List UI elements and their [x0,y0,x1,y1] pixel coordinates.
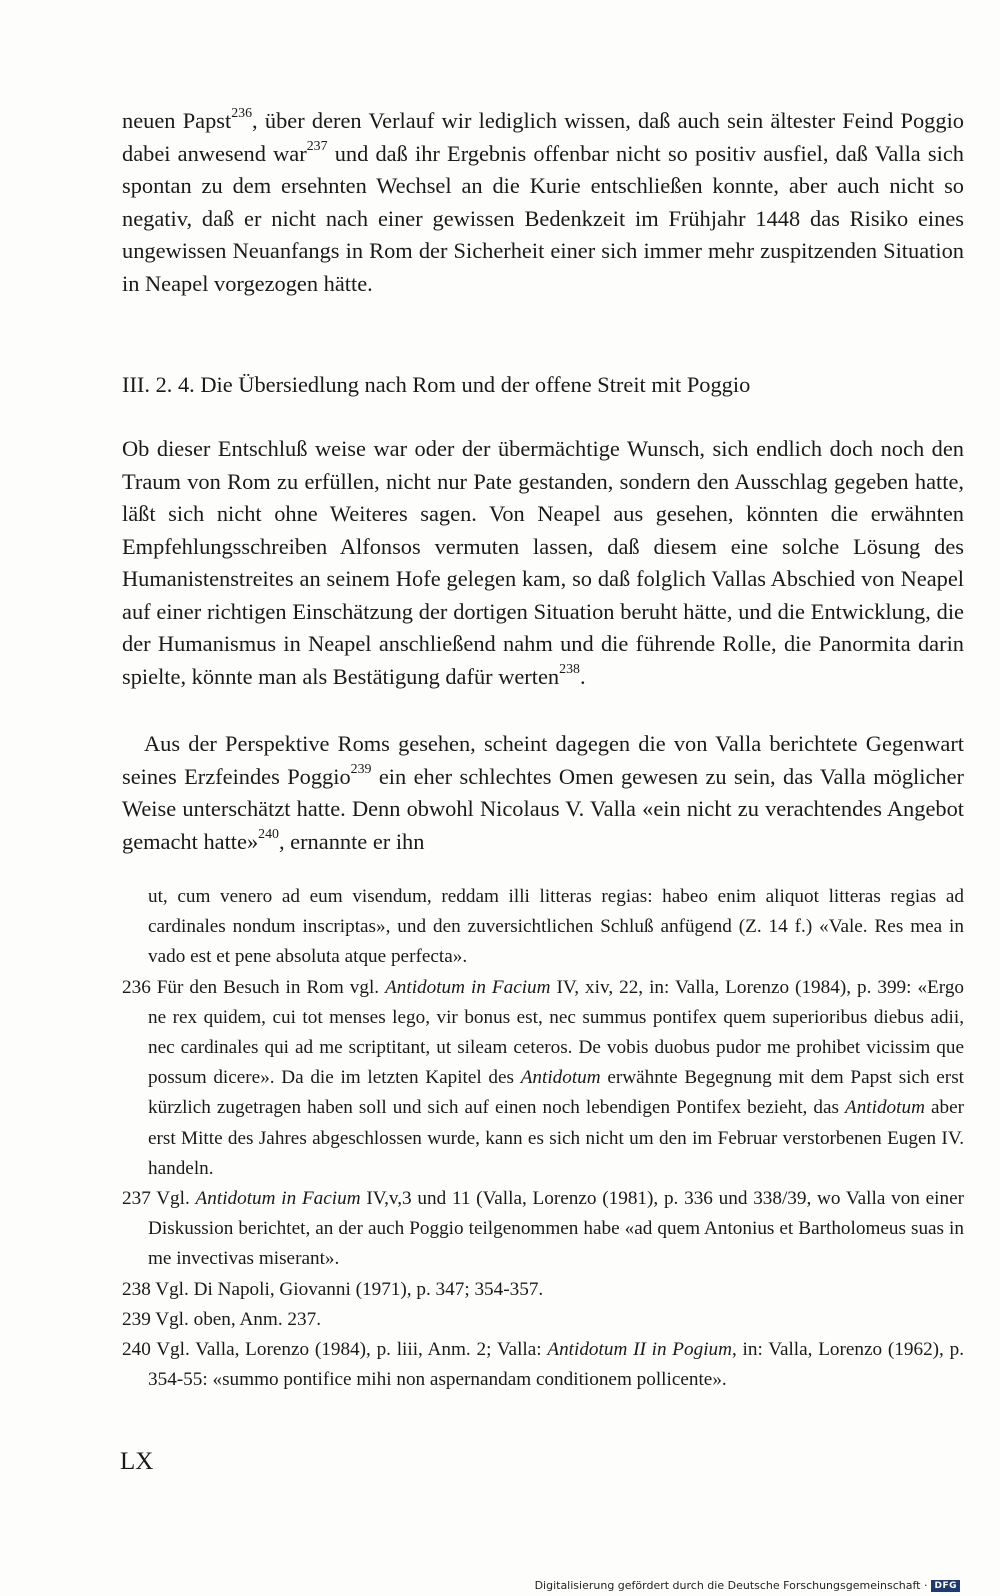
footnote-237-title: Antidotum in Facium [195,1188,361,1210]
footnote-236-text: 236 Für den Besuch in Rom vgl. [122,976,386,998]
dfg-logo: DFG [931,1580,960,1592]
digitization-notice-text: Digitalisierung gefördert durch die Deutsche Forschungsgemeinschaft · [534,1579,928,1592]
paragraph-2 [122,433,964,693]
paragraph-3 [122,728,964,858]
footnote-236-title: Antidotum in Facium [385,976,551,998]
paragraph-3-text-c: , ernannte er ihn [278,828,425,854]
footnote-240 [122,1335,964,1395]
footnote-239: 239 Vgl. oben, Anm. 237. [122,1308,321,1330]
footnote-236-text: aber erst Mitte des Jahres abgeschlossen wurde, kann es sich nicht um den im Februar verstorbenen Eugen IV. handeln. [148,1097,964,1179]
footnote-237-text: 237 Vgl. [122,1188,196,1210]
paragraph-2-text-b: . [579,663,586,689]
footnote-ref-240[interactable]: 240 [258,826,279,842]
footnote-238: 238 Vgl. Di Napoli, Giovanni (1971), p. 347; 354-357. [122,1278,544,1300]
footnote-236-title: Antidotum [520,1067,601,1089]
paragraph-1-text-b: , über deren Verlauf wir lediglich wissen, daß auch sein ältester Feind Poggio dabei anwesend war [122,108,964,166]
digitization-notice [535,1579,960,1592]
paragraph-2-text-a: Ob dieser Entschluß weise war oder der übermächtige Wunsch, sich endlich doch noch den Traum von Rom zu erfüllen, nicht nur Pate gestanden, sondern den Ausschlag gegeben hatte, läßt sich nicht ohne Weiteres sagen. Von Neapel aus gesehen, könnten die erwähnten Empfehlungsschreiben Alfonsos vermuten lassen, daß diesem eine solche Lösung des Humanistenstreites an seinem Hofe gelegen kam, so daß folglich Vallas Abschied von Neapel auf einer richtigen Einschätzung der dortigen Situation beruht hätte, und die Entwicklung, die der Humanismus in Neapel anschließend nahm und die führende Rolle, die Panormita darin spielte, könnte man als Bestätigung dafür werten [122,436,964,689]
paragraph-3-text-b: ein eher schlechtes Omen gewesen zu sein, das Valla möglicher Weise unterschätzt hatte. Denn obwohl Nicolaus V. Valla «ein nicht zu verachtendes Angebot gemacht hatte» [122,763,964,854]
footnote-240-text: , in: Valla, Lorenzo (1962), p. 354-55: «summo pontifice mihi non aspernandam conditionem pollicente». [148,1339,965,1391]
footnote-236 [122,973,964,1184]
footnote-236-text: IV, xiv, 22, in: Valla, Lorenzo (1984), p. 399: «Ergo ne rex quidem, cui tot menses lego, vir bonus est, nec summus pontifex quem superioribus diebus adii, nec cardinales qui ad me scriptitant, ut sileam ceteros. De vobis duobus pudor me prohibet vicissim que possum dicere». Da die im letzten Kapitel des [148,976,965,1089]
paragraph-1-text-a: neuen Papst [122,108,232,133]
footnote-ref-236[interactable]: 236 [231,106,253,122]
paragraph-3-text-a: Aus der Perspektive Roms gesehen, scheint dagegen die von Valla berichtete Gegenwart seines Erzfeindes Poggio [122,731,964,789]
section-heading: III. 2. 4. Die Übersiedlung nach Rom und der offene Streit mit Poggio [122,372,751,397]
paragraph-1 [122,105,964,300]
footnote-240-text: 240 Vgl. Valla, Lorenzo (1984), p. liii, Anm. 2; Valla: [122,1339,548,1361]
footnote-ref-239[interactable]: 239 [350,761,372,777]
footnote-240-title: Antidotum II in Pogium [547,1339,732,1361]
footnote-ref-238[interactable]: 238 [559,661,580,677]
footnote-236-title: Antidotum [844,1097,925,1119]
footnote-237 [122,1184,964,1275]
paragraph-1-text-c: und daß ihr Ergebnis offenbar nicht so positiv ausfiel, daß Valla sich spontan zu dem ersehnten Wechsel an die Kurie entschließen konnte, aber auch nicht so negativ, daß er nicht nach einer gewissen Bedenkzeit im Frühjahr 1448 das Risiko eines ungewissen Neuanfangs in Rom der Sicherheit einer sich immer mehr zuspitzenden Situation in Neapel vorgezogen hätte. [122,140,964,296]
footnote-continuation: ut, cum venero ad eum visendum, reddam illi litteras regias: habeo enim aliquot litteras regias ad cardinales nondum inscriptas», und den zuversichtlichen Schluß anfügend (Z. 14 f.) «Vale. Res mea in vado est et pene absoluta atque perfecta». [148,886,964,968]
footnotes-block [122,882,964,1395]
footnote-ref-237[interactable]: 237 [306,138,328,154]
page-number: LX [120,1448,154,1475]
footnote-236-text: erwähnte Begegnung mit dem Papst sich erst kürzlich zugetragen haben soll und sich auf einen noch lebendigen Pontifex bezieht, das [148,1067,964,1119]
footnote-237-text: IV,v,3 und 11 (Valla, Lorenzo (1981), p. 336 und 338/39, wo Valla von einer Diskussion berichtet, an der auch Poggio teilgenommen habe «ad quem Antonius et Bartholomeus suas in me invectivas miserant». [148,1188,964,1270]
